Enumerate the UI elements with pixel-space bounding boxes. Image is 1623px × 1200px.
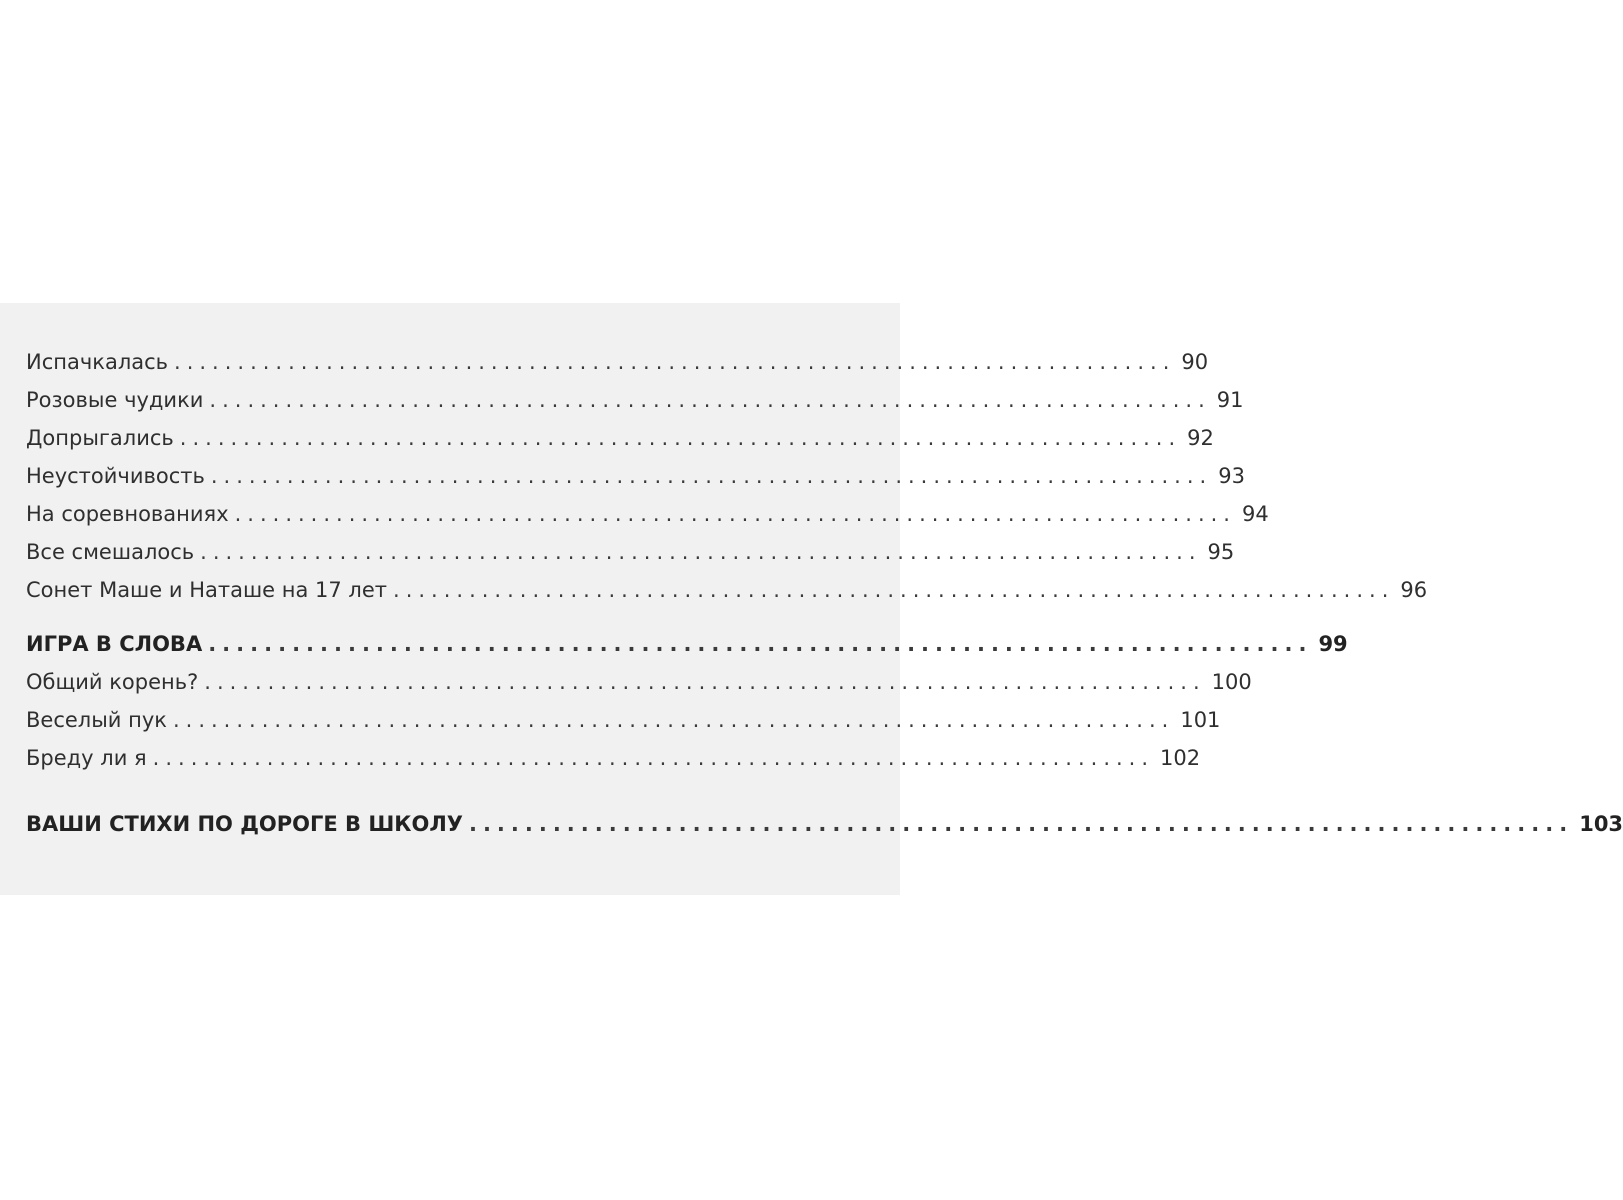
table-of-contents xyxy=(26,343,1623,843)
dot-leader: ............................................................................... xyxy=(152,746,1155,770)
dot-leader: ............................................................................... xyxy=(172,708,1175,732)
toc-entry xyxy=(26,343,1209,381)
toc-entry xyxy=(26,701,1221,739)
dot-leader: ............................................................................... xyxy=(174,350,1176,374)
toc-entry-page: 90 xyxy=(1181,350,1209,374)
toc-entry xyxy=(26,495,1269,533)
toc-entry-title: Неустойчивость xyxy=(26,464,205,488)
toc-entry-title: Допрыгались xyxy=(26,426,174,450)
toc-entry xyxy=(26,739,1201,777)
toc-entry-title: Розовые чудики xyxy=(26,388,204,412)
dot-leader: ............................................................................... xyxy=(204,670,1206,694)
toc-entry-page: 102 xyxy=(1160,746,1201,770)
toc-entry-page: 93 xyxy=(1218,464,1245,488)
book-page xyxy=(0,303,1623,895)
toc-entry-title: Общий корень? xyxy=(26,670,199,694)
toc-section-page: 99 xyxy=(1318,632,1348,656)
dot-leader: ............................................................................... xyxy=(208,632,1313,656)
toc-entry-page: 91 xyxy=(1216,388,1244,412)
toc-entry xyxy=(26,533,1235,571)
toc-entry-page: 94 xyxy=(1241,502,1269,526)
toc-section-heading xyxy=(26,625,1348,663)
toc-entry-title: Веселый пук xyxy=(26,708,167,732)
section-spacer xyxy=(26,777,874,805)
toc-section-title: ИГРА В СЛОВА xyxy=(26,632,203,656)
toc-entry-page: 95 xyxy=(1207,540,1235,564)
dot-leader: ............................................................................... xyxy=(468,812,1574,836)
toc-entry-title: Сонет Маше и Наташе на 17 лет xyxy=(26,578,388,602)
toc-entry xyxy=(26,571,1428,609)
toc-entry-page: 92 xyxy=(1187,426,1214,450)
toc-section-title: ВАШИ СТИХИ ПО ДОРОГЕ В ШКОЛУ xyxy=(26,812,463,836)
toc-entry xyxy=(26,663,1252,701)
toc-entry-page: 96 xyxy=(1400,578,1428,602)
toc-entry-title: Все смешалось xyxy=(26,540,195,564)
dot-leader: ............................................................................... xyxy=(179,426,1182,450)
section-spacer xyxy=(26,609,874,625)
dot-leader: ............................................................................... xyxy=(393,578,1395,602)
toc-section-page: 103 xyxy=(1579,812,1623,836)
dot-leader: ............................................................................... xyxy=(200,540,1202,564)
toc-entry-page: 101 xyxy=(1180,708,1221,732)
toc-section-heading xyxy=(26,805,1623,843)
toc-entry xyxy=(26,381,1244,419)
toc-entry-page: 100 xyxy=(1211,670,1252,694)
dot-leader: ............................................................................... xyxy=(210,464,1213,488)
toc-entry-title: Испачкалась xyxy=(26,350,169,374)
toc-entry xyxy=(26,419,1214,457)
toc-entry-title: Бреду ли я xyxy=(26,746,147,770)
dot-leader: ............................................................................... xyxy=(209,388,1211,412)
toc-entry-title: На соревнованиях xyxy=(26,502,229,526)
dot-leader: ............................................................................... xyxy=(234,502,1236,526)
toc-entry xyxy=(26,457,1245,495)
